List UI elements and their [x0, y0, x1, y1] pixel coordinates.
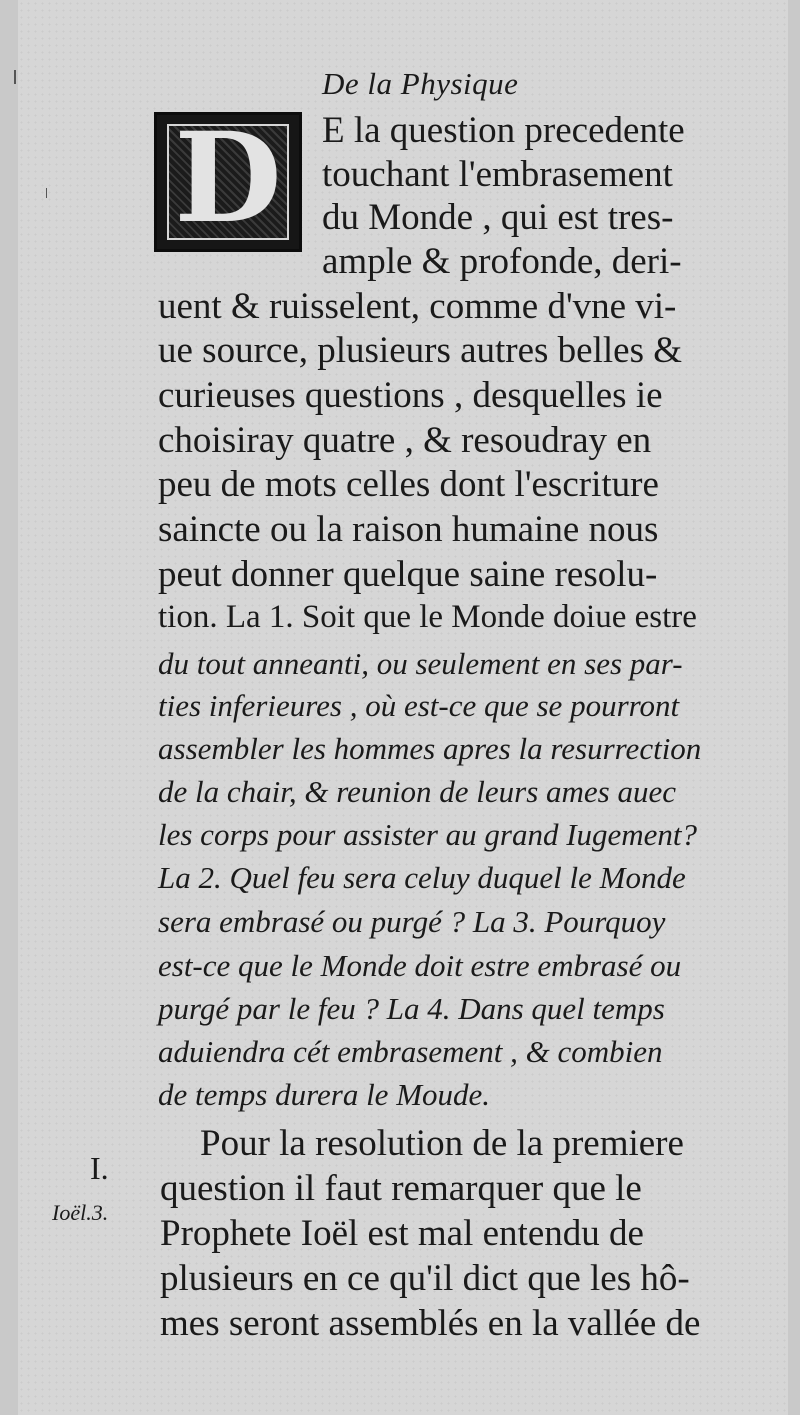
text-line: mes seront assemblés en la vallée de [160, 1303, 701, 1344]
italic-text-line: du tout anneanti, ou seulement en ses par- [158, 646, 683, 681]
text-line: ample & profonde, deri- [322, 241, 682, 282]
italic-text-line: La 2. Quel feu sera celuy duquel le Monde [158, 860, 686, 895]
running-header: De la Physique [322, 66, 519, 101]
italic-text-line: de temps durera le Moude. [158, 1077, 491, 1112]
text-line: plusieurs en ce qu'il dict que les hô- [160, 1258, 690, 1299]
page-mark [14, 70, 16, 84]
text-line: touchant l'embrasement [322, 154, 673, 195]
italic-text-line: est-ce que le Monde doit estre embrasé ou [158, 948, 682, 983]
italic-text-line: les corps pour assister au grand Iugement? [158, 817, 698, 852]
text-line: Prophete Ioël est mal entendu de [160, 1213, 644, 1254]
text-line: question il faut remarquer que le [160, 1168, 642, 1209]
initial-letter: D [174, 106, 282, 251]
italic-text-line: aduiendra cét embrasement , & combien [158, 1034, 663, 1069]
italic-text-line: de la chair, & reunion de leurs ames auec [158, 774, 677, 809]
decorated-initial [154, 106, 302, 252]
margin-reference: Ioël.3. [52, 1200, 109, 1225]
text-line: tion. La 1. Soit que le Monde doiue estre [158, 599, 697, 635]
text-line: uent & ruisselent, comme d'vne vi- [158, 286, 677, 327]
text-line: saincte ou la raison humaine nous [158, 509, 659, 550]
italic-text-line: sera embrasé ou purgé ? La 3. Pourquoy [158, 904, 666, 939]
italic-text-line: ties inferieures , où est-ce que se pourront [158, 688, 680, 723]
italic-text-line: purgé par le feu ? La 4. Dans quel temps [158, 991, 665, 1026]
initial-ornament [167, 106, 289, 251]
text-line: peut donner quelque saine resolu- [158, 554, 658, 595]
text-line: du Monde , qui est tres- [322, 197, 674, 238]
margin-number: I. [90, 1150, 109, 1186]
text-line: ue source, plusieurs autres belles & [158, 330, 683, 371]
text-line: choisiray quatre , & resoudray en [158, 420, 652, 461]
page-mark [46, 188, 47, 198]
text-line: Pour la resolution de la premiere [200, 1123, 684, 1164]
text-line: curieuses questions , desquelles ie [158, 375, 663, 416]
text-line: peu de mots celles dont l'escriture [158, 464, 659, 505]
text-line: E la question precedente [322, 110, 685, 151]
italic-text-line: assembler les hommes apres la resurrection [158, 731, 702, 766]
